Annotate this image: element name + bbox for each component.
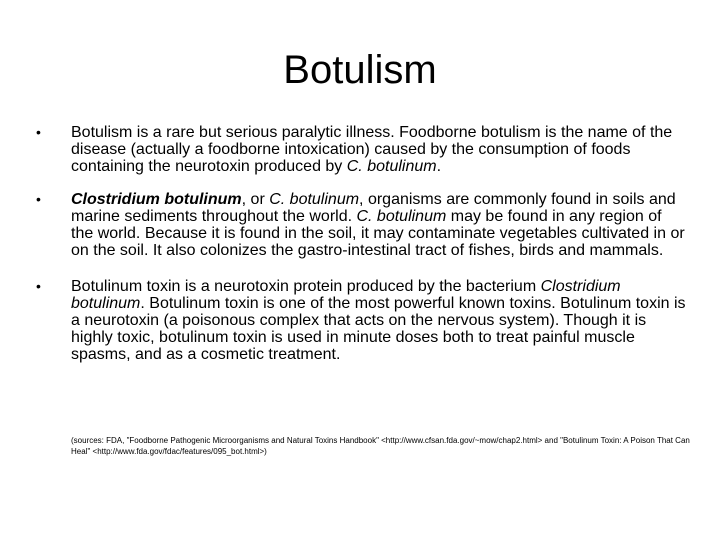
bullet-lead-term: Botulism: [71, 124, 133, 141]
bullet-italic-term: C. botulinum: [269, 191, 360, 208]
bullet-text: is a rare but serious paralytic illness. Foodborne botulism is the name of the disease (actually a foodborne intoxication) caused by the consumption of foods containing the neurotoxin produced by: [71, 124, 673, 175]
bullet-text: may be found in any region of the world. Because it is found in the soil, it may contaminate vegetables cultivated in or on the soil. It also colonizes the gastro-intestinal tract of fishes, birds and mammals.: [71, 208, 685, 259]
bullet-italic-term: C. botulinum: [346, 158, 437, 175]
bullet-text: , organisms are commonly found in soils and marine sediments throughout the world.: [71, 191, 676, 225]
sources-note: (sources: FDA, "Foodborne Pathogenic Microorganisms and Natural Toxins Handbook" <http://www.cfsan.fda.gov/~mow/chap2.html> and "Botulinum Toxin: A Poison That Can Heal" <http://www.fda.gov/fdac/features/095_bot.html>): [71, 436, 690, 456]
bullet-text: is a neurotoxin protein produced by the bacterium: [180, 278, 541, 295]
bullet-dot: •: [36, 124, 41, 140]
bullet-lead-term: Clostridium botulinum: [71, 191, 242, 208]
bullet-item-botulinum-toxin: [36, 278, 686, 363]
bullet-text: , or: [241, 191, 270, 208]
bullet-dot: •: [36, 191, 41, 207]
bullet-list: [36, 124, 686, 379]
slide-title: Botulism: [283, 48, 437, 92]
bullet-item-clostridium: [36, 191, 686, 259]
bullet-item-botulism: [36, 124, 686, 175]
bullet-dot: •: [36, 278, 41, 294]
bullet-lead-term: Botulinum toxin: [71, 278, 181, 295]
bullet-italic-term: Clostridium botulinum: [71, 278, 621, 312]
bullet-italic-term: C. botulinum: [356, 208, 447, 225]
bullet-text: . Botulinum toxin is one of the most powerful known toxins. Botulinum toxin is a neurotoxin (a poisonous complex that acts on the nervous system). Though it is highly toxic, botulinum toxin is used in minute doses both to treat painful muscle spasms, and as a cosmetic treatment.: [71, 295, 686, 363]
bullet-text: .: [436, 158, 442, 175]
